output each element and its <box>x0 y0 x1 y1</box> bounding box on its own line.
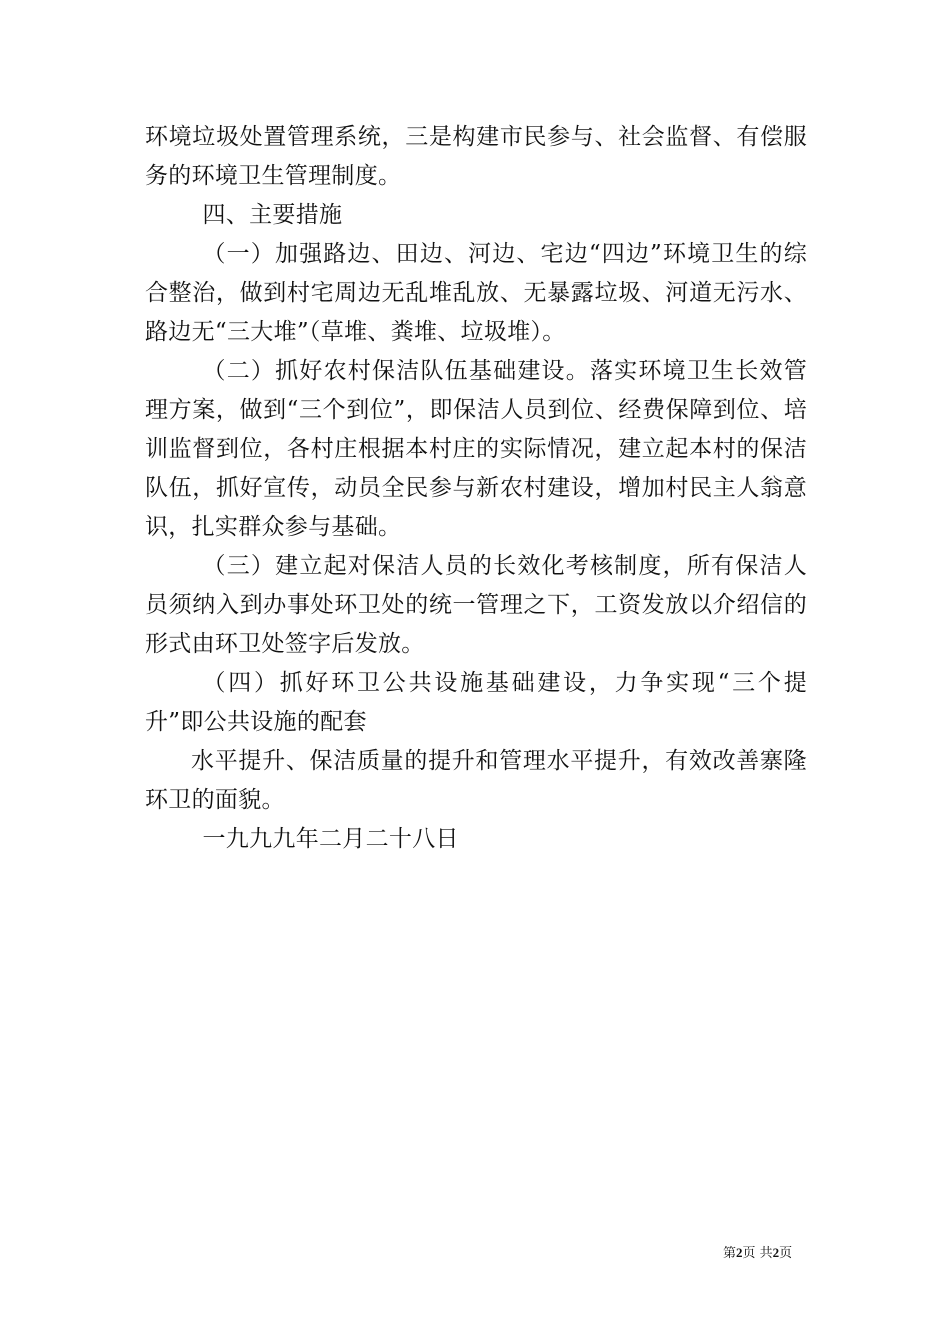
measure-4-continuation: 水平提升、保洁质量的提升和管理水平提升，有效改善寨隆环卫的面貌。 <box>145 748 807 813</box>
document-date: 一九九九年二月二十八日 <box>202 826 459 852</box>
footer-suffix: 页 <box>779 1246 793 1261</box>
document-body <box>145 118 807 859</box>
footer-prefix: 第 <box>723 1246 737 1261</box>
footer-middle: 页 共 <box>742 1246 773 1261</box>
paragraph-intro-continuation: 环境垃圾处置管理系统，三是构建市民参与、社会监督、有偿服务的环境卫生管理制度。 <box>145 124 807 189</box>
footer-current-page: 2 <box>736 1245 743 1260</box>
footer-total-pages: 2 <box>772 1245 780 1260</box>
page-number-footer <box>723 1245 813 1262</box>
section-heading-main-measures: 四、主要措施 <box>202 202 343 228</box>
measure-4-paragraph: （四）抓好环卫公共设施基础建设，力争实现“三个提升”即公共设施的配套 <box>145 670 807 735</box>
measure-3-paragraph: （三）建立起对保洁人员的长效化考核制度，所有保洁人员须纳入到办事处环卫处的统一管理之下，工资发放以介绍信的形式由环卫处签字后发放。 <box>145 553 807 657</box>
measure-2-paragraph: （二）抓好农村保洁队伍基础建设。落实环境卫生长效管理方案，做到“三个到位”，即保洁人员到位、经费保障到位、培训监督到位，各村庄根据本村庄的实际情况，建立起本村的保洁队伍，抓好宣传，动员全民参与新农村建设，增加村民主人翁意识，扎实群众参与基础。 <box>145 358 807 540</box>
measure-1-paragraph: （一）加强路边、田边、河边、宅边“四边”环境卫生的综合整治，做到村宅周边无乱堆乱放、无暴露垃圾、河道无污水、路边无“三大堆”（草堆、粪堆、垃圾堆）。 <box>145 241 807 345</box>
